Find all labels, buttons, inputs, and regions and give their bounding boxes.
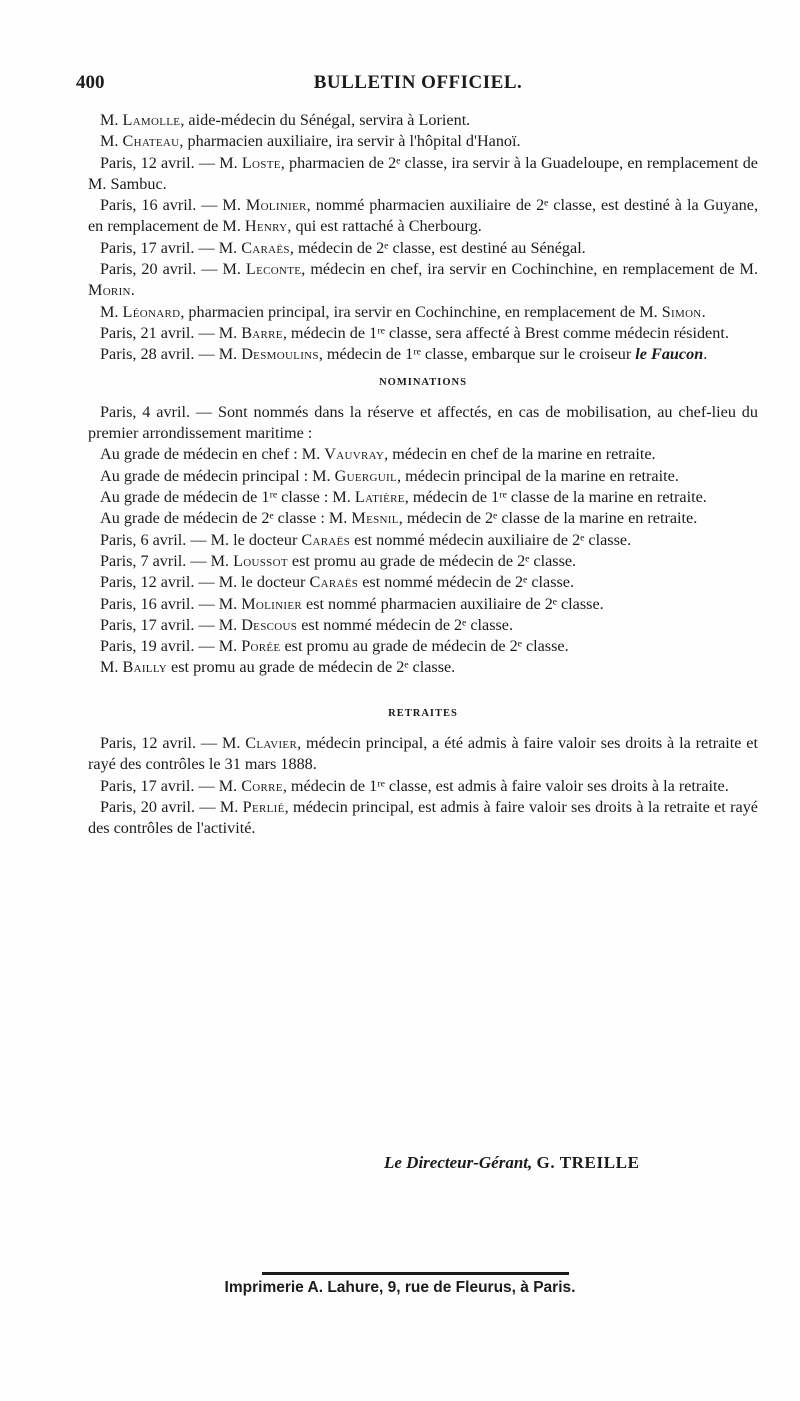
person-name: Chateau: [122, 132, 180, 151]
paragraph: [88, 444, 758, 465]
text-run: est nommé médecin auxiliaire de 2ᵉ classe.: [350, 530, 632, 549]
person-name: Bailly: [122, 658, 167, 677]
text-run: Paris, 16 avril. — M.: [100, 594, 242, 613]
paragraph: [88, 797, 758, 840]
text-run: , pharmacien de 2ᵉ classe, ira servir à la Guadeloupe, en remplacement de M. Sambuc.: [88, 153, 758, 193]
person-name: Loste: [241, 153, 281, 172]
person-name: Caraës: [309, 573, 359, 592]
text-run: Paris, 12 avril. — M.: [100, 734, 246, 753]
text-run: Paris, 12 avril. — M.: [100, 153, 242, 172]
running-title: BULLETIN OFFICIEL.: [313, 72, 523, 93]
paragraph: [88, 402, 758, 445]
footer-rule: [262, 1272, 569, 1275]
text-run: Paris, 16 avril. — M.: [100, 196, 246, 215]
text-run: Au grade de médecin principal : M.: [100, 466, 335, 485]
text-run: .: [701, 302, 706, 321]
text-run: .: [703, 345, 708, 364]
text-run: Paris, 28 avril. — M.: [100, 345, 242, 364]
text-run: Paris, 6 avril. — M. le docteur: [100, 530, 302, 549]
spacer: [88, 679, 758, 697]
person-name: Porée: [241, 637, 281, 656]
text-run: Au grade de médecin en chef : M.: [100, 445, 325, 464]
paragraph: [88, 551, 758, 572]
text-run: Paris, 20 avril. — M.: [100, 797, 243, 816]
page-header: [76, 72, 760, 102]
person-name: Latière: [354, 488, 405, 507]
text-run: , médecin en chef, ira servir en Cochinchine, en remplacement de M.: [301, 260, 758, 279]
printer-imprint: Imprimerie A. Lahure, 9, rue de Fleurus, à Paris.: [224, 1279, 576, 1296]
person-name: Molinier: [245, 196, 307, 215]
text-run: Paris, 20 avril. — M.: [100, 260, 246, 279]
text-run: est promu au grade de médecin de 2ᵉ classe.: [287, 551, 577, 570]
text-run: , médecin principal, est admis à faire valoir ses droits à la retraite et rayé des contrôles de l'activité.: [88, 797, 758, 838]
article-body: [88, 110, 758, 840]
text-run: Paris, 17 avril. — M.: [100, 776, 242, 795]
paragraph: [88, 487, 758, 508]
paragraph: [88, 508, 758, 529]
text-run: , médecin de 1ʳᵉ classe, sera affecté à Brest comme médecin résident.: [282, 323, 729, 342]
paragraph: [88, 615, 758, 636]
person-name: Loussot: [233, 551, 288, 570]
text-run: Paris, 7 avril. — M.: [100, 551, 234, 570]
text-run: Paris, 19 avril. — M.: [100, 637, 242, 656]
person-name: Desmoulins: [241, 345, 319, 364]
paragraph: [88, 259, 758, 302]
signature-role: Le Directeur-Gérant,: [384, 1153, 533, 1172]
person-name: Corre: [241, 776, 283, 795]
text-run: , pharmacien auxiliaire, ira servir à l'hôpital d'Hanoï.: [179, 132, 521, 151]
person-name: Vauvray: [324, 445, 385, 464]
paragraph: [88, 238, 758, 259]
text-run: M.: [100, 302, 123, 321]
text-run: M.: [100, 658, 123, 677]
text-run: M.: [100, 111, 123, 129]
text-run: Au grade de médecin de 1ʳᵉ classe : M.: [100, 488, 355, 507]
text-run: .: [130, 281, 135, 300]
paragraph: [88, 776, 758, 797]
text-run: Paris, 17 avril. — M.: [100, 238, 242, 257]
signature-name: G. TREILLE: [536, 1153, 640, 1172]
text-run: Paris, 17 avril. — M.: [100, 615, 242, 634]
person-name: Caraës: [301, 530, 351, 549]
person-name: Simon: [661, 302, 702, 321]
text-run: est nommé médecin de 2ᵉ classe.: [358, 573, 575, 592]
person-name: Mesnil: [351, 509, 399, 528]
text-run: , médecin principal de la marine en retraite.: [397, 466, 679, 485]
text-run: M.: [100, 132, 123, 151]
text-run: est promu au grade de médecin de 2ᵉ classe.: [280, 637, 569, 656]
paragraph: [88, 131, 758, 152]
text-run: , aide-médecin du Sénégal, servira à Lorient.: [180, 111, 471, 129]
text-run: , médecin de 2ᵉ classe de la marine en retraite.: [398, 509, 698, 528]
text-run: Paris, 12 avril. — M. le docteur: [100, 573, 310, 592]
paragraph: [88, 195, 758, 238]
person-name: Caraës: [241, 238, 290, 257]
person-name: Lamolle: [122, 111, 181, 129]
paragraph: [88, 636, 758, 657]
paragraph: [88, 530, 758, 551]
paragraph: [88, 657, 758, 678]
person-name: Barre: [241, 323, 283, 342]
text-run: Paris, 4 avril. — Sont nommés dans la réserve et affectés, en cas de mobilisation, au chef-lieu du premier arrondissement maritime :: [88, 402, 758, 443]
person-name: Clavier: [245, 734, 298, 753]
section-heading-nominations: NOMINATIONS: [379, 376, 467, 388]
paragraph: [88, 323, 758, 344]
paragraph: [88, 594, 758, 615]
text-run: , médecin de 2ᵉ classe, est destiné au Sénégal.: [289, 238, 586, 257]
section-heading-retraites: RETRAITES: [388, 707, 458, 719]
paragraph: [88, 110, 758, 131]
text-run: , médecin en chef de la marine en retraite.: [384, 445, 656, 464]
text-run: est nommé médecin de 2ᵉ classe.: [297, 615, 514, 634]
paragraph: [88, 572, 758, 593]
paragraph: [88, 344, 758, 365]
person-name: Leconte: [245, 260, 302, 279]
text-run: , qui est rattaché à Cherbourg.: [287, 217, 482, 236]
text-run: , médecin principal, a été admis à faire valoir ses droits à la retraite et rayé des contrôles le 31 mars 1888.: [88, 734, 758, 774]
page-number: 400: [76, 72, 105, 93]
signature: [384, 1153, 640, 1173]
person-name: Guerguil: [334, 466, 398, 485]
person-name: Léonard: [122, 302, 181, 321]
paragraph: [88, 153, 758, 196]
person-name: Descous: [241, 615, 298, 634]
text-run: , médecin de 1ʳᵉ classe de la marine en retraite.: [404, 488, 707, 507]
text-run: , médecin de 1ʳᵉ classe, embarque sur le croiseur: [318, 345, 636, 364]
person-name: Perlié: [242, 797, 285, 816]
text-run: , médecin de 1ʳᵉ classe, est admis à faire valoir ses droits à la retraite.: [282, 776, 729, 795]
text-run: , pharmacien principal, ira servir en Cochinchine, en remplacement de M.: [180, 302, 662, 321]
text-run: est nommé pharmacien auxiliaire de 2ᵉ classe.: [301, 594, 604, 613]
text-run: Au grade de médecin de 2ᵉ classe : M.: [100, 509, 352, 528]
text-run: est promu au grade de médecin de 2ᵉ classe.: [167, 658, 456, 677]
paragraph: [88, 302, 758, 323]
person-name: Morin: [88, 281, 131, 300]
paragraph: [88, 466, 758, 487]
text-run: Paris, 21 avril. — M.: [100, 323, 242, 342]
ship-name: le Faucon: [635, 345, 704, 364]
paragraph: [88, 733, 758, 776]
person-name: Molinier: [241, 594, 302, 613]
text-run: , nommé pharmacien auxiliaire de 2ᵉ classe, est destiné à la Guyane, en remplacement de M.: [88, 196, 759, 236]
person-name: Henry: [244, 217, 288, 236]
